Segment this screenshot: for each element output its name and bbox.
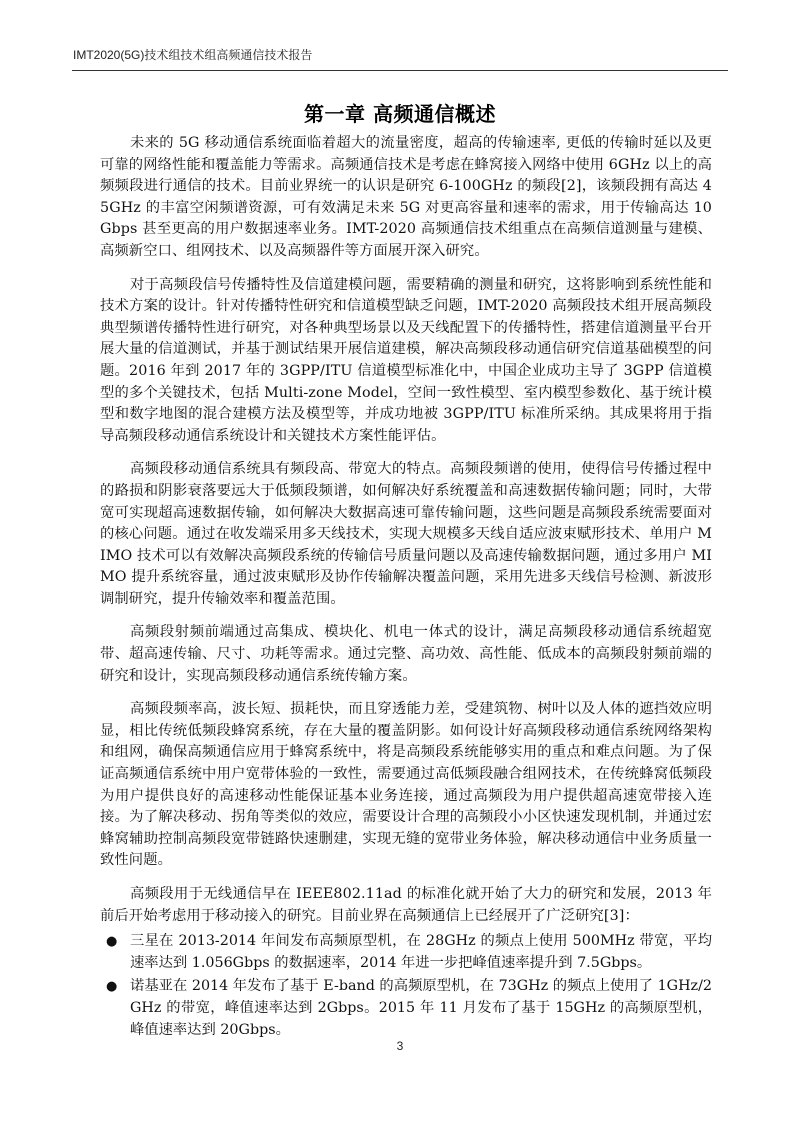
bullet-list bbox=[100, 931, 712, 1041]
bullet-icon: ● bbox=[106, 979, 118, 995]
paragraph-1: 未来的 5G 移动通信系统面临着超大的流量密度，超高的传输速率, 更低的传输时延以及更可靠的网络性能和覆盖能力等需求。高频通信技术是考虑在蜂窝接入网络中使用 6GHz 以上的高频频段进行通信的技术。目前业界统一的认识是研究 6-100GHz 的频段[2]，该频段拥有高达 45GHz 的丰富空闲频谱资源，可有效满足未来 5G 对更高容量和速率的需求，用于传输高达 10Gbps 甚至更高的用户数据速率业务。IMT-2020 高频通信技术组重点在高频信道测量与建模、高频新空口、组网技术、以及高频器件等方面展开深入研究。 bbox=[100, 135, 712, 259]
paragraph-5: 高频段频率高，波长短、损耗快，而且穿透能力差，受建筑物、树叶以及人体的遮挡效应明显，相比传统低频段蜂窝系统，存在大量的覆盖阴影。如何设计好高频段移动通信系统网络架构和组网，确保高频通信应用于蜂窝系统中，将是高频段系统能够实用的重点和难点问题。为了保证高频通信系统中用户宽带体验的一致性，需要通过高低频段融合组网技术，在传统蜂窝低频段为用户提供良好的高速移动性能保证基本业务连接，通过高频段为用户提供超高速宽带接入连接。为了解决移动、拐角等类似的效应，需要设计合理的高频段小小区快速发现机制，并通过宏蜂窝辅助控制高频段宽带链路快速删建，实现无缝的宽带业务体验，解决移动通信中业务质量一致性问题。 bbox=[100, 701, 712, 869]
bullet-icon: ● bbox=[106, 934, 118, 950]
list-item bbox=[100, 931, 712, 974]
running-header: IMT2020(5G)技术组技术组高频通信技术报告 bbox=[73, 48, 313, 62]
page-number: 3 bbox=[396, 1039, 404, 1053]
paragraph-3: 高频段移动通信系统具有频段高、带宽大的特点。高频段频谱的使用，使得信号传播过程中的路损和阴影衰落要远大于低频段频谱，如何解决好系统覆盖和高速数据传输问题；同时，大带宽可实现超高速数据传输，如何解决大数据高速可靠传输问题，这些问题是高频段系统需要面对的核心问题。通过在收发端采用多天线技术，实现大规模多天线自适应波束赋形技术、单用户 MIMO 技术可以有效解决高频段系统的传输信号质量问题以及高速传输数据问题，通过多用户 MIMO 提升系统容量，通过波束赋形及协作传输解决覆盖问题，采用先进多天线信号检测、新波形调制研究，提升传输效率和覆盖范围。 bbox=[100, 461, 712, 607]
chapter-title: 第一章 高频通信概述 bbox=[304, 102, 496, 126]
header-rule bbox=[72, 70, 728, 71]
bullet-text: 三星在 2013-2014 年间发布高频原型机，在 28GHz 的频点上使用 500MHz 带宽，平均速率达到 1.056Gbps 的数据速率，2014 年进一步把峰值速率提升到 7.5Gbps。 bbox=[130, 933, 712, 971]
main-content bbox=[100, 133, 712, 1043]
bullet-text: 诺基亚在 2014 年发布了基于 E-band 的高频原型机，在 73GHz 的频点上使用了 1GHz/2GHz 的带宽，峰值速率达到 2Gbps。2015 年 11 月发布了基于 15GHz 的高频原型机，峰值速率达到 20Gbps。 bbox=[130, 978, 712, 1038]
paragraph-6: 高频段用于无线通信早在 IEEE802.11ad 的标准化就开始了大力的研究和发展，2013 年前后开始考虑用于移动接入的研究。目前业界在高频通信上已经展开了广泛研究[3]： bbox=[100, 886, 712, 924]
paragraph-4: 高频段射频前端通过高集成、模块化、机电一体式的设计，满足高频段移动通信系统超宽带、超高速传输、尺寸、功耗等需求。通过完整、高功效、高性能、低成本的高频段射频前端的研究和设计，实现高频段移动通信系统传输方案。 bbox=[100, 624, 712, 684]
list-item bbox=[100, 976, 712, 1041]
paragraph-2: 对于高频段信号传播特性及信道建模问题，需要精确的测量和研究，这将影响到系统性能和技术方案的设计。针对传播特性研究和信道模型缺乏问题，IMT-2020 高频段技术组开展高频段典型频谱传播特性进行研究，对各种典型场景以及天线配置下的传播特性，搭建信道测量平台开展大量的信道测试，并基于测试结果开展信道建模，解决高频段移动通信研究信道基础模型的问题。2016 年到 2017 年的 3GPP/ITU 信道模型标准化中，中国企业成功主导了 3GPP 信道模型的多个关键技术，包括 Multi-zone Model，空间一致性模型、室内模型参数化、基于统计模型和数字地图的混合建模方法及模型等，并成功地被 3GPP/ITU 标准所采纳。其成果将用于指导高频段移动通信系统设计和关键技术方案性能评估。 bbox=[100, 276, 712, 444]
